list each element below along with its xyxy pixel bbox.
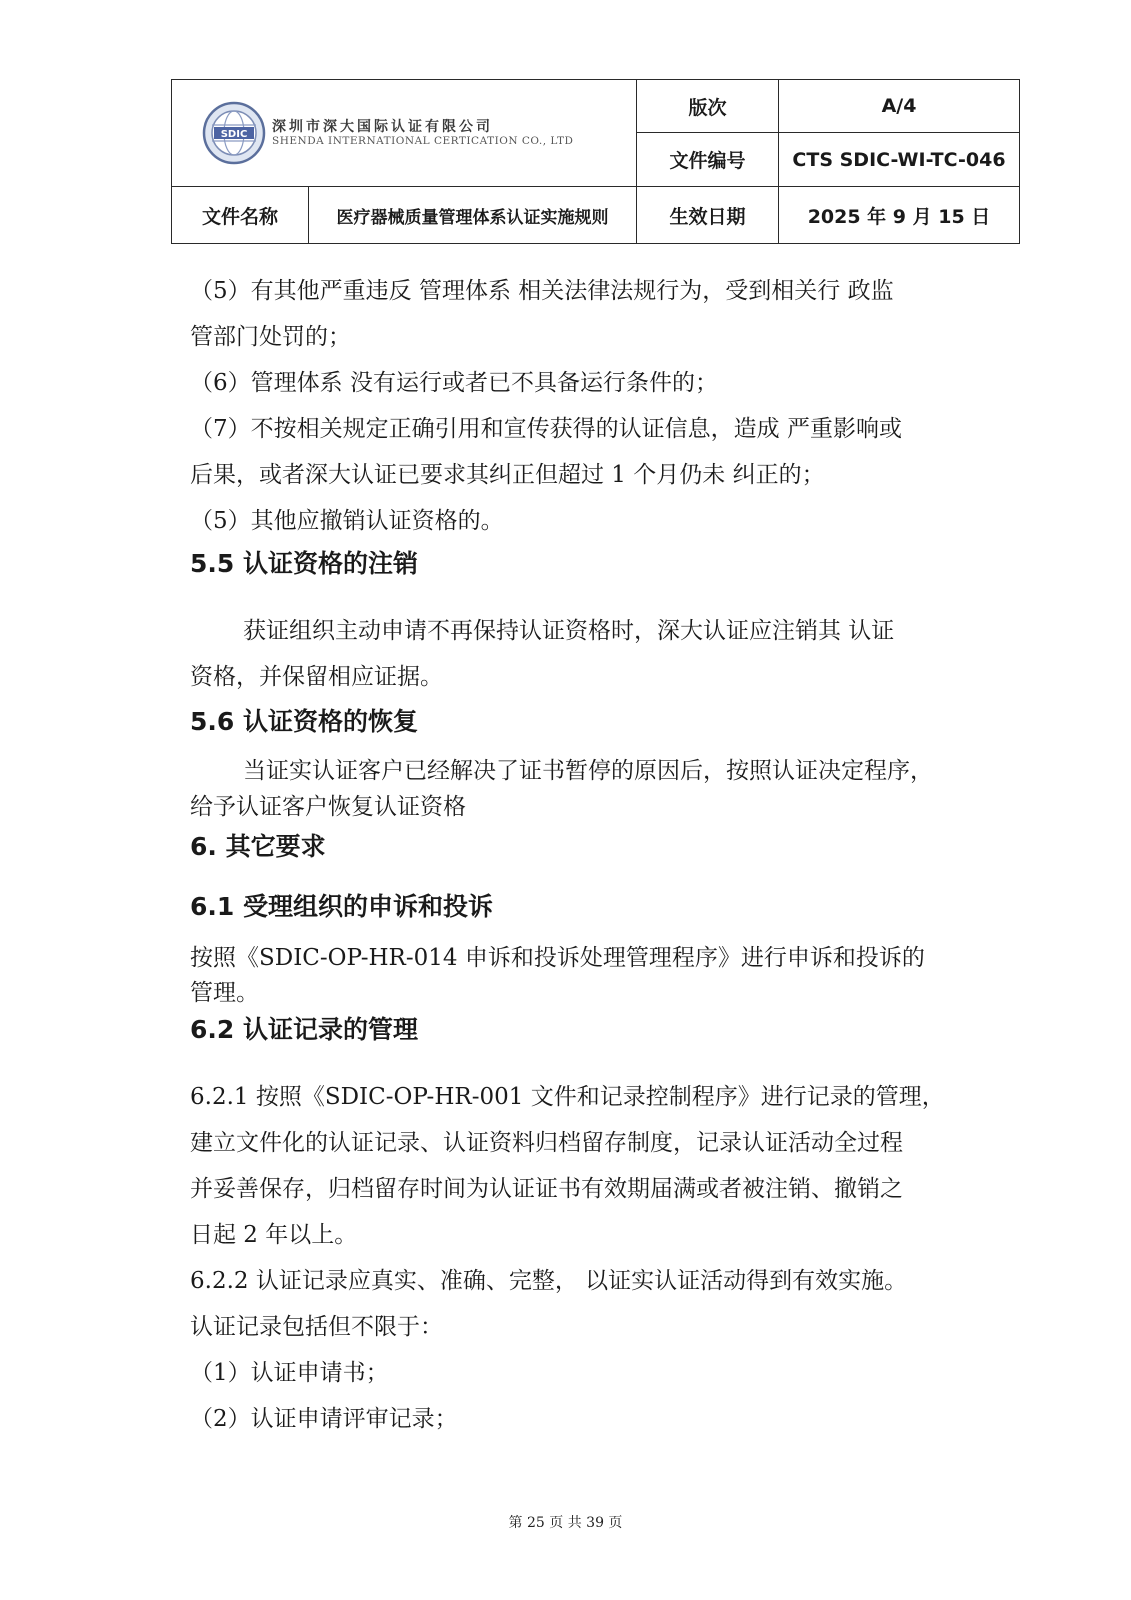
- paragraph: 给予认证客户恢复认证资格: [190, 794, 466, 820]
- effective-value: 2025 年 9 月 15 日: [779, 187, 1020, 244]
- section-heading: 6. 其它要求: [190, 832, 326, 861]
- paragraph: （5）其他应撤销认证资格的。: [190, 508, 504, 534]
- svg-text:SDIC: SDIC: [220, 129, 248, 140]
- company-name-cn: 深圳市深大国际认证有限公司: [272, 118, 493, 135]
- section-heading: 5.5 认证资格的注销: [190, 549, 418, 578]
- paragraph: 管理。: [190, 980, 259, 1006]
- paragraph: 按照《SDIC-OP-HR-014 申诉和投诉处理管理程序》进行申诉和投诉的: [190, 945, 925, 971]
- paragraph: 并妥善保存，归档留存时间为认证证书有效期届满或者被注销、撤销之: [190, 1176, 903, 1202]
- company-logo-cell: [172, 80, 637, 187]
- paragraph: 后果，或者深大认证已要求其纠正但超过 1 个月仍未 纠正的；: [190, 462, 825, 488]
- paragraph: 6.2.1 按照《SDIC-OP-HR-001 文件和记录控制程序》进行记录的管理，: [190, 1084, 945, 1110]
- list-item: （1）认证申请书；: [190, 1360, 389, 1386]
- paragraph: （5）有其他严重违反 管理体系 相关法律法规行为，受到相关行 政监: [190, 278, 894, 304]
- section-heading: 5.6 认证资格的恢复: [190, 707, 418, 736]
- paragraph: 管部门处罚的；: [190, 324, 351, 350]
- company-logo-icon: [202, 101, 266, 165]
- effective-label: 生效日期: [637, 187, 779, 244]
- docno-value: CTS SDIC-WI-TC-046: [779, 133, 1020, 187]
- document-header-table: [171, 79, 1020, 244]
- page-number: 第 25 页 共 39 页: [508, 1515, 623, 1531]
- list-item: （2）认证申请评审记录；: [190, 1406, 458, 1432]
- paragraph: （6）管理体系 没有运行或者已不具备运行条件的；: [190, 370, 718, 396]
- paragraph: 获证组织主动申请不再保持认证资格时，深大认证应注销其 认证: [243, 618, 895, 644]
- paragraph: 6.2.2 认证记录应真实、准确、完整， 以证实认证活动得到有效实施。: [190, 1268, 908, 1294]
- docname-label: 文件名称: [172, 187, 309, 244]
- paragraph: 资格，并保留相应证据。: [190, 664, 443, 690]
- paragraph: 建立文件化的认证记录、认证资料归档留存制度，记录认证活动全过程: [190, 1130, 903, 1156]
- section-heading: 6.1 受理组织的申诉和投诉: [190, 892, 493, 921]
- paragraph: 日起 2 年以上。: [190, 1222, 358, 1248]
- version-label: 版次: [637, 80, 779, 133]
- paragraph: 当证实认证客户已经解决了证书暂停的原因后，按照认证决定程序，: [243, 758, 933, 784]
- docno-label: 文件编号: [637, 133, 779, 187]
- version-value: A/4: [779, 80, 1020, 133]
- company-name-en: SHENDA INTERNATIONAL CERTICATION CO., LTD: [272, 135, 574, 148]
- docname-value: 医疗器械质量管理体系认证实施规则: [309, 187, 637, 244]
- section-heading: 6.2 认证记录的管理: [190, 1015, 418, 1044]
- paragraph: （7）不按相关规定正确引用和宣传获得的认证信息，造成 严重影响或: [190, 416, 902, 442]
- document-body: [190, 268, 1010, 1442]
- paragraph: 认证记录包括但不限于：: [190, 1314, 443, 1340]
